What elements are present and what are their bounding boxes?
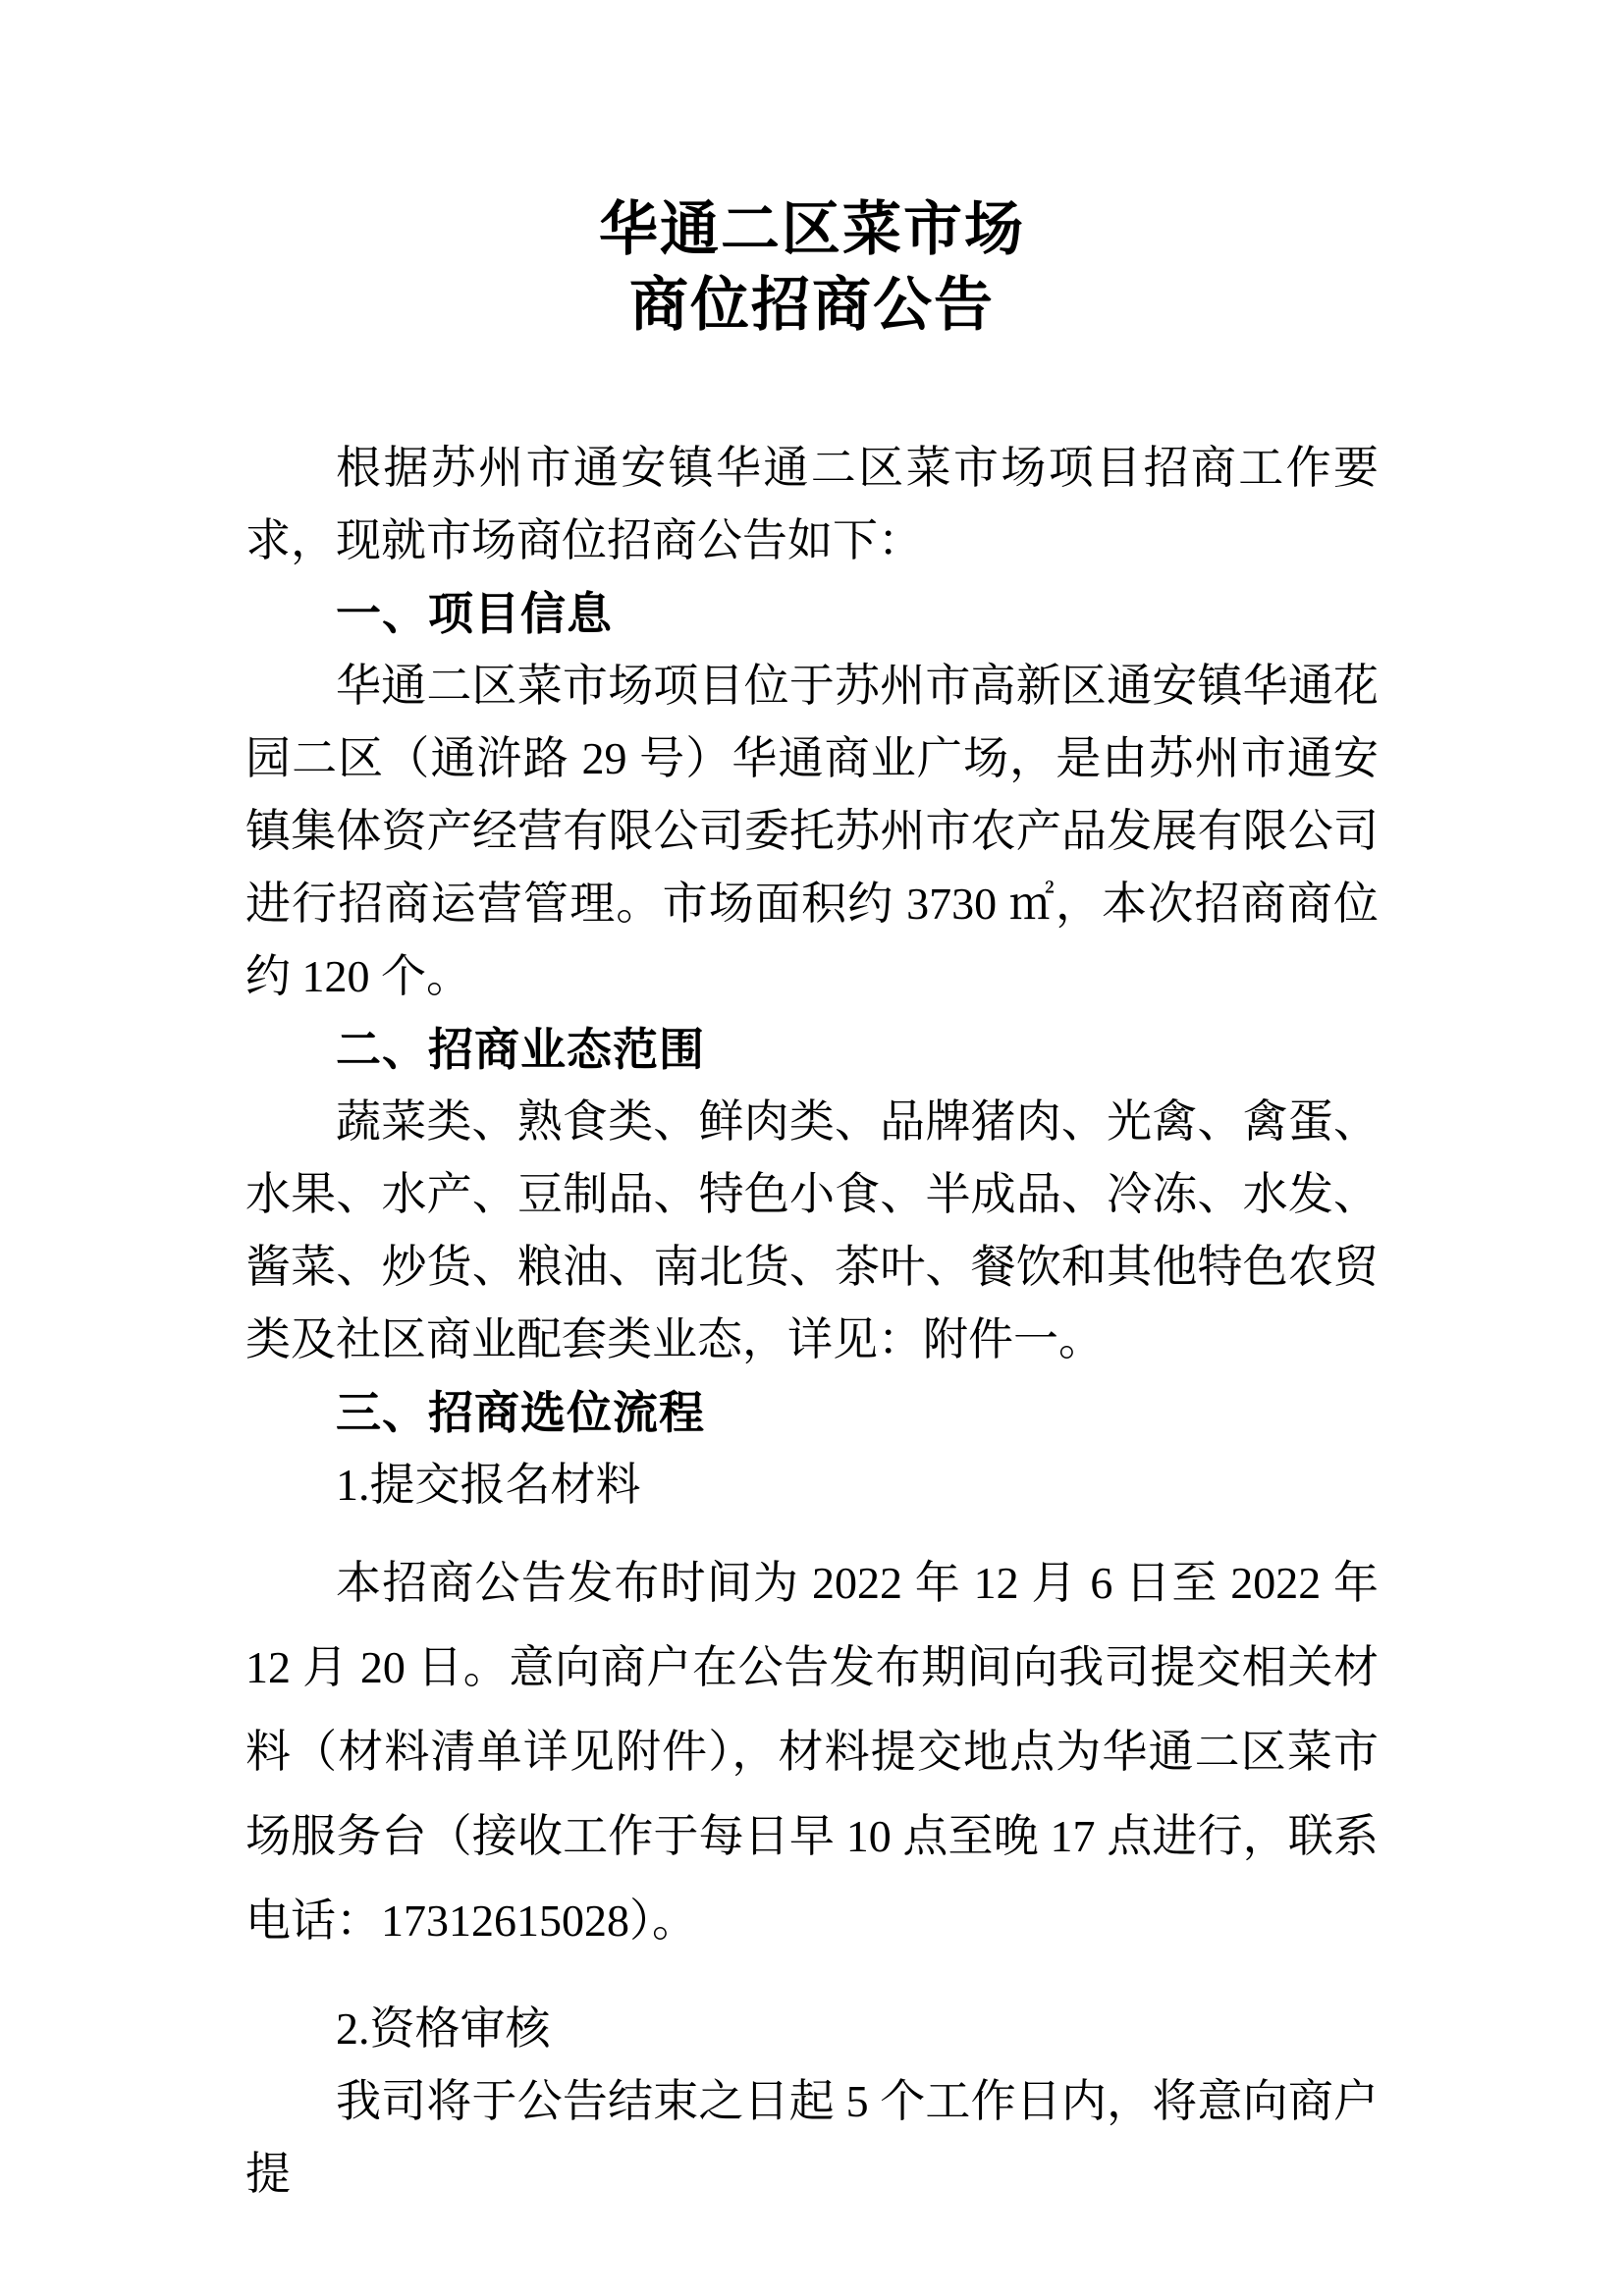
step-2-paragraph: 我司将于公告结束之日起 5 个工作日内，将意向商户提: [245, 2076, 1379, 2199]
step-1-paragraph: 本招商公告发布时间为 2022 年 12 月 6 日至 2022 年 12 月 20 日。意向商户在公告发布期间向我司提交相关材料（材料清单详见附件），材料提交地点为华通二区菜市场服务台（接收工作于每日早 10 点至晚 17 点进行，联系电话：17312615028）。: [245, 1558, 1379, 1946]
step-2-label: 2.资格审核: [336, 2003, 551, 2054]
title-line-2: 商位招商公告: [629, 273, 995, 338]
business-scope-paragraph: 蔬菜类、熟食类、鲜肉类、品牌猪肉、光禽、禽蛋、水果、水产、豆制品、特色小食、半成品、冷冻、水发、酱菜、炒货、粮油、南北货、茶叶、餐饮和其他特色农贸类及社区商业配套类业态，详见：附件一。: [245, 1096, 1379, 1364]
section-heading-selection-process: 三、招商选位流程: [336, 1387, 705, 1438]
title-line-1: 华通二区菜市场: [599, 197, 1025, 262]
section-heading-business-scope: 二、招商业态范围: [336, 1024, 705, 1075]
section-heading-project-info: 一、项目信息: [336, 588, 613, 639]
step-1-label: 1.提交报名材料: [336, 1460, 641, 1510]
project-info-paragraph: 华通二区菜市场项目位于苏州市高新区通安镇华通花园二区（通浒路 29 号）华通商业广场，是由苏州市通安镇集体资产经营有限公司委托苏州市农产品发展有限公司进行招商运营管理。市场面积约 3730 ㎡，本次招商商位约 120 个。: [245, 661, 1379, 1001]
intro-paragraph: 根据苏州市通安镇华通二区菜市场项目招商工作要求，现就市场商位招商公告如下：: [245, 443, 1379, 565]
document-title: [245, 192, 1379, 344]
